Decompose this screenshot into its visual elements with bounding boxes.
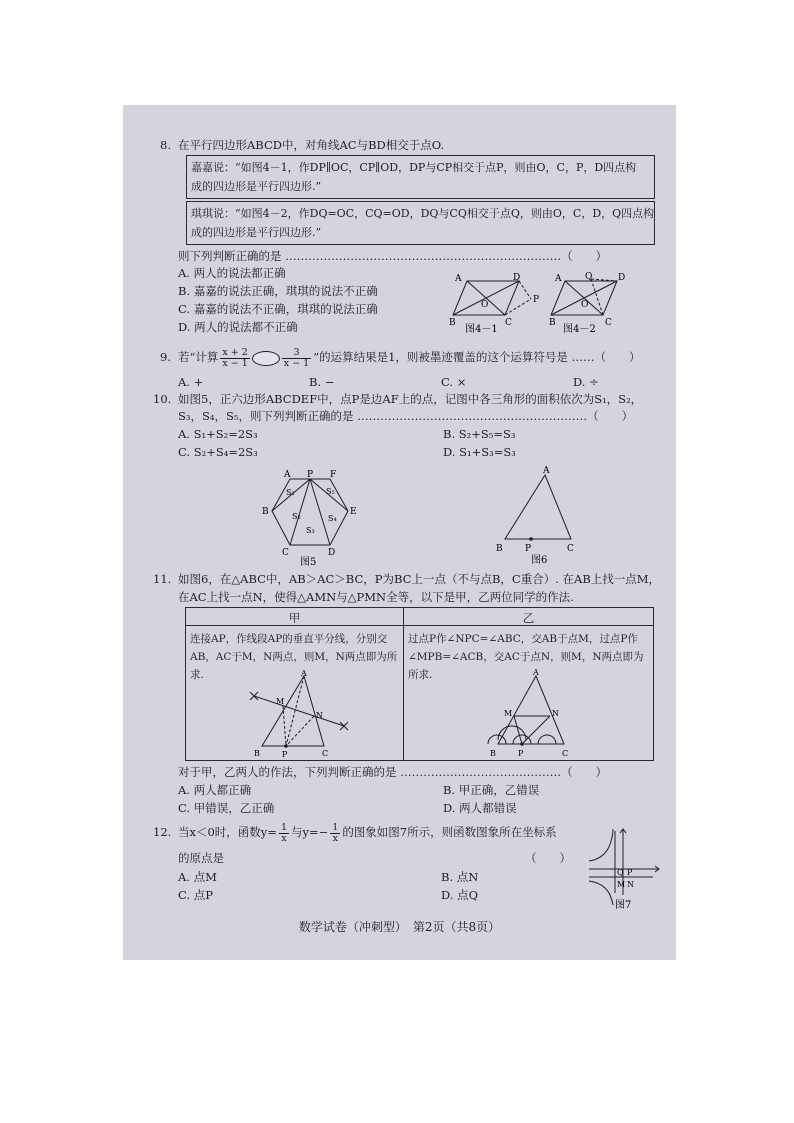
- q11-method-table: [185, 607, 654, 761]
- q12-fraction-2: [330, 823, 340, 844]
- q8-option-a: A. 两人的说法都正确: [178, 266, 286, 280]
- q12-option-c: C. 点P: [178, 888, 213, 902]
- q9-frac2-num: 3: [282, 348, 311, 359]
- svg-text:N: N: [316, 711, 323, 720]
- svg-text:F: F: [330, 470, 337, 480]
- q11-number: 11.: [153, 572, 172, 586]
- q11-line1: 如图6，在△ABC中，AB＞AC＞BC，P为BC上一点（不与点B，C重合）. 在AB上找一点M，: [178, 572, 661, 586]
- q12-f1-den: x: [281, 832, 287, 844]
- svg-text:C: C: [505, 318, 512, 328]
- q8-jiajia-line2: 成的四边形是平行四边形.”: [191, 180, 322, 193]
- q8-qiqi-line1: 琪琪说：“如图4－2，作DQ=OC，CQ=OD，DQ与CQ相交于点Q，则由O，C，D，Q四点构: [191, 207, 655, 220]
- svg-text:P: P: [525, 544, 532, 554]
- svg-text:P: P: [533, 295, 540, 305]
- q11-prompt: 对于甲，乙两人的作法，下列判断正确的是 ……………………………………（ ）: [178, 765, 608, 779]
- svg-text:A: A: [543, 466, 550, 476]
- fig-6-caption: 图6: [531, 555, 548, 566]
- svg-text:B: B: [254, 749, 260, 758]
- q12-number: 12.: [153, 825, 172, 839]
- q9-after: ”的运算结果是1，则被墨迹覆盖的这个运算符号是 ……（ ）: [313, 350, 641, 364]
- q11-yi-line1: 过点P作∠NPC=∠ABC，交AB于点M，过点P作: [408, 633, 638, 645]
- q8-number: 8.: [160, 138, 171, 152]
- q12-f2-den: x: [332, 832, 338, 844]
- q11-option-d: D. 两人都错误: [443, 801, 517, 815]
- svg-text:S₂: S₂: [292, 512, 301, 521]
- q9-frac1-num: x + 2: [222, 346, 248, 358]
- svg-text:N: N: [627, 880, 634, 889]
- q10-option-d: D. S₁+S₃=S₃: [443, 445, 516, 459]
- svg-text:C: C: [567, 544, 574, 554]
- q12-line1-b: 与y=−: [290, 825, 329, 839]
- svg-text:O: O: [481, 300, 489, 310]
- q11-option-c: C. 甲错误，乙正确: [178, 801, 275, 815]
- svg-text:A: A: [533, 668, 539, 677]
- q11-line2: 在AC上找一点N，使得△AMN与△PMN全等，以下是甲，乙两位同学的作法.: [178, 590, 574, 604]
- q8-qiqi-line2: 成的四边形是平行四边形.”: [191, 226, 322, 239]
- q12-f2-num: 1: [332, 821, 339, 833]
- q9-frac1-den: x − 1: [222, 357, 248, 369]
- svg-text:C: C: [322, 749, 329, 758]
- q11-jia-line2: AB，AC于M，N两点，则M，N两点即为所求.: [190, 651, 398, 681]
- q8-stem: 在平行四边形ABCD中，对角线AC与BD相交于点O.: [178, 138, 445, 152]
- q9-line: [178, 343, 641, 371]
- figure-4-1: [451, 271, 551, 335]
- q9-option-c: C. ×: [441, 375, 467, 389]
- svg-text:M: M: [617, 880, 626, 889]
- q8-option-c: C. 嘉嘉的说法不正确，琪琪的说法正确: [178, 302, 378, 316]
- q9-frac2-den: x − 1: [283, 357, 310, 369]
- q10-line2: S₃，S₄，S₅，则下列判断正确的是 ……………………………………………………（ ）: [178, 409, 634, 423]
- svg-text:M: M: [504, 709, 513, 718]
- q11-jia-line1: 连接AP，作线段AP的垂直平分线，分别交: [190, 633, 388, 645]
- svg-text:C: C: [282, 548, 289, 558]
- q12-line1-a: 当x＜0时，函数y=: [178, 825, 277, 839]
- q12-line1: [178, 817, 557, 847]
- svg-text:N: N: [552, 709, 559, 718]
- svg-text:P: P: [518, 749, 524, 758]
- q9-option-a: A. +: [178, 375, 204, 389]
- svg-text:B: B: [549, 318, 556, 328]
- q10-option-c: C. S₂+S₄=2S₃: [178, 445, 258, 459]
- q11-header-yi: 乙: [522, 611, 535, 625]
- svg-text:S₁: S₁: [286, 488, 295, 497]
- q10-option-a: A. S₁+S₂=2S₃: [178, 427, 258, 441]
- svg-text:C: C: [562, 749, 569, 758]
- svg-text:O: O: [581, 300, 589, 310]
- svg-text:Q: Q: [617, 868, 624, 877]
- q9-before: 若“计算: [178, 350, 219, 364]
- svg-text:P: P: [627, 868, 633, 877]
- svg-text:D: D: [328, 548, 336, 558]
- q8-prompt: 则下列判断正确的是 ………………………………………………………………（ ）: [178, 249, 608, 263]
- q11-header-jia: 甲: [288, 611, 301, 625]
- figure-6: [495, 463, 585, 567]
- svg-text:B: B: [262, 507, 269, 517]
- q12-option-d: D. 点Q: [441, 888, 479, 902]
- q12-line1-c: 的图象如图7所示，则函数图象所在坐标系: [342, 825, 557, 839]
- svg-text:C: C: [605, 318, 612, 328]
- q12-paren: （ ）: [525, 851, 571, 865]
- q11-yi-line2: ∠MPB=∠ACB，交AC于点N，则M，N两点即为所求.: [408, 651, 644, 681]
- svg-text:B: B: [449, 318, 456, 328]
- svg-text:A: A: [284, 470, 291, 480]
- svg-text:B: B: [490, 749, 496, 758]
- q8-option-d: D. 两人的说法都不正确: [178, 320, 298, 334]
- svg-text:P: P: [307, 470, 314, 480]
- fig-4-2-caption: 图4－2: [563, 324, 596, 335]
- page-footer: 数学试卷（冲刺型） 第2页（共8页）: [298, 920, 501, 934]
- svg-text:B: B: [496, 544, 503, 554]
- q11-option-a: A. 两人都正确: [178, 783, 252, 797]
- svg-text:M: M: [276, 697, 285, 706]
- svg-text:E: E: [350, 507, 357, 517]
- q8-option-b: B. 嘉嘉的说法正确，琪琪的说法不正确: [178, 284, 378, 298]
- fig-4-1-caption: 图4－1: [465, 324, 498, 335]
- svg-text:A: A: [301, 669, 307, 678]
- svg-text:D: D: [618, 273, 626, 283]
- svg-text:Q: Q: [585, 272, 593, 282]
- figure-yi: [486, 666, 586, 758]
- q9-option-b: B. −: [309, 375, 335, 389]
- svg-text:S₅: S₅: [326, 487, 335, 496]
- q12-line2: 的原点是: [178, 851, 224, 865]
- figure-7: [583, 825, 663, 909]
- q10-number: 10.: [153, 392, 172, 406]
- q12-option-a: A. 点M: [178, 870, 217, 884]
- figure-4-2: [551, 271, 651, 335]
- svg-text:A: A: [555, 274, 562, 284]
- svg-text:P: P: [282, 750, 288, 759]
- q10-line1: 如图5，正六边形ABCDEF中，点P是边AF上的点，记图中各三角形的面积依次为S₁，S₂，: [178, 392, 643, 406]
- q9-fraction-1: [220, 348, 249, 369]
- svg-text:D: D: [513, 273, 521, 283]
- fig-5-caption: 图5: [300, 557, 317, 568]
- figure-5: [258, 467, 373, 567]
- q12-option-b: B. 点N: [441, 870, 479, 884]
- q9-number: 9.: [160, 350, 171, 364]
- exam-page: [123, 105, 676, 960]
- figure-jia: [246, 668, 356, 760]
- ink-blot-icon: [252, 351, 280, 366]
- q8-qiqi-box: [186, 201, 655, 245]
- q9-option-d: D. ÷: [573, 375, 599, 389]
- fig-7-caption: 图7: [615, 900, 632, 911]
- q9-fraction-2: [282, 348, 311, 369]
- q12-f1-num: 1: [280, 821, 287, 833]
- svg-text:S₄: S₄: [328, 514, 337, 523]
- q10-option-b: B. S₂+S₅=S₃: [443, 427, 516, 441]
- svg-text:S₃: S₃: [306, 526, 315, 535]
- svg-text:A: A: [455, 274, 462, 284]
- q8-jiajia-line1: 嘉嘉说：“如图4－1，作DP∥OC，CP∥OD，DP与CP相交于点P，则由O，C，P，D四点构: [191, 161, 637, 174]
- q11-option-b: B. 甲正确，乙错误: [443, 783, 540, 797]
- q12-fraction-1: [279, 823, 289, 844]
- q8-jiajia-box: [186, 155, 655, 199]
